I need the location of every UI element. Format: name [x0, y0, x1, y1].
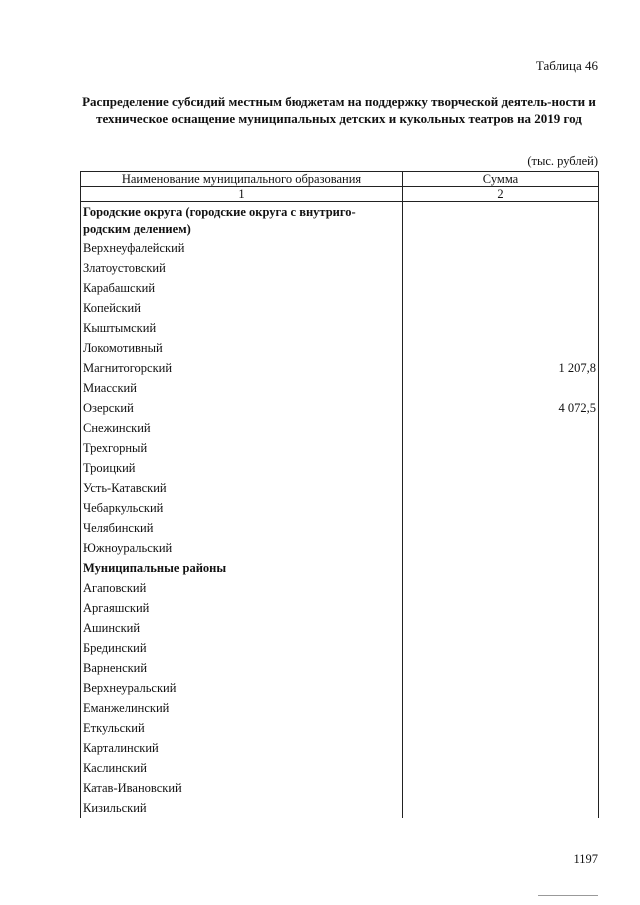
subsidy-amount: [403, 578, 599, 598]
page-number: 1197: [573, 852, 598, 866]
group-row: [81, 558, 599, 578]
table-row: [81, 378, 599, 398]
subsidy-amount: [403, 778, 599, 798]
municipality-name: Верхнеуральский: [81, 678, 403, 698]
table-row: [81, 318, 599, 338]
table-row: [81, 338, 599, 358]
municipality-name: Миасский: [81, 378, 403, 398]
subsidy-amount: [403, 538, 599, 558]
municipality-name: Карталинский: [81, 738, 403, 758]
subsidy-amount: [403, 678, 599, 698]
municipality-name: Челябинский: [81, 518, 403, 538]
table-row: [81, 718, 599, 738]
subsidy-amount: [403, 638, 599, 658]
municipality-name: Карабашский: [81, 278, 403, 298]
table-row: [81, 798, 599, 818]
municipality-name: Кизильский: [81, 798, 403, 818]
subsidy-amount: 4 072,5: [403, 398, 599, 418]
municipality-name: Чебаркульский: [81, 498, 403, 518]
subsidy-amount: [403, 298, 599, 318]
municipality-name: Верхнеуфалейский: [81, 238, 403, 258]
municipality-name: Снежинский: [81, 418, 403, 438]
municipality-name: Катав-Ивановский: [81, 778, 403, 798]
column-number-2: 2: [403, 187, 599, 202]
table-row: [81, 238, 599, 258]
subsidy-amount: [403, 698, 599, 718]
column-number-row: [81, 187, 599, 202]
units-label: (тыс. рублей): [527, 154, 598, 168]
table-row: [81, 518, 599, 538]
group-heading-urban: Городские округа (городские округа с внутриго-родским делением): [81, 202, 403, 239]
municipality-name: Локомотивный: [81, 338, 403, 358]
table-row: [81, 678, 599, 698]
subsidy-amount: 1 207,8: [403, 358, 599, 378]
subsidy-amount: [403, 438, 599, 458]
subsidy-amount: [403, 758, 599, 778]
subsidy-amount: [403, 658, 599, 678]
municipality-name: Троицкий: [81, 458, 403, 478]
municipality-name: Озерский: [81, 398, 403, 418]
group-row-urban: [81, 202, 599, 239]
subsidy-amount: [403, 338, 599, 358]
municipality-name: Каслинский: [81, 758, 403, 778]
table-row: [81, 498, 599, 518]
table-row: [81, 538, 599, 558]
table-body: [81, 202, 599, 819]
subsidy-amount: [403, 378, 599, 398]
subsidy-amount: [403, 458, 599, 478]
municipality-name: Варненский: [81, 658, 403, 678]
table-row: [81, 398, 599, 418]
subsidy-amount: [403, 738, 599, 758]
municipality-name: Копейский: [81, 298, 403, 318]
municipality-name: Еманжелинский: [81, 698, 403, 718]
subsidy-amount: [403, 478, 599, 498]
municipality-name: Брединский: [81, 638, 403, 658]
subsidy-table: [80, 171, 599, 818]
table-row: [81, 618, 599, 638]
group-value: [403, 558, 599, 578]
table-row: [81, 358, 599, 378]
table-row: [81, 298, 599, 318]
table-row: [81, 778, 599, 798]
group-heading: Муниципальные районы: [81, 558, 403, 578]
table-row: [81, 758, 599, 778]
subsidy-amount: [403, 318, 599, 338]
subsidy-amount: [403, 258, 599, 278]
column-number-1: 1: [81, 187, 403, 202]
table-row: [81, 478, 599, 498]
table-header-row: [81, 172, 599, 187]
municipality-name: Трехгорный: [81, 438, 403, 458]
subsidy-amount: [403, 498, 599, 518]
municipality-name: Магнитогорский: [81, 358, 403, 378]
table-row: [81, 738, 599, 758]
subsidy-amount: [403, 518, 599, 538]
table-row: [81, 638, 599, 658]
document-title: Распределение субсидий местным бюджетам на поддержку творческой деятель-ности и техническое оснащение муниципальных детских и кукольных театров на 2019 год: [82, 94, 596, 126]
table-row: [81, 438, 599, 458]
column-header-name: Наименование муниципального образования: [81, 172, 403, 187]
municipality-name: Аргаяшский: [81, 598, 403, 618]
table-row: [81, 278, 599, 298]
table-number: Таблица 46: [535, 58, 598, 73]
table-row: [81, 598, 599, 618]
table-row: [81, 458, 599, 478]
municipality-name: Южноуральский: [81, 538, 403, 558]
table-row: [81, 698, 599, 718]
table-row: [81, 578, 599, 598]
subsidy-amount: [403, 798, 599, 818]
subsidy-amount: [403, 278, 599, 298]
table-row: [81, 658, 599, 678]
table-row: [81, 258, 599, 278]
municipality-name: Усть-Катавский: [81, 478, 403, 498]
municipality-name: Еткульский: [81, 718, 403, 738]
group-value-urban: [403, 202, 599, 239]
subsidy-amount: [403, 598, 599, 618]
column-header-sum: Сумма: [403, 172, 599, 187]
table-row: [81, 418, 599, 438]
municipality-name: Златоустовский: [81, 258, 403, 278]
subsidy-amount: [403, 718, 599, 738]
subsidy-amount: [403, 618, 599, 638]
municipality-name: Агаповский: [81, 578, 403, 598]
municipality-name: Кыштымский: [81, 318, 403, 338]
footer-divider: [538, 895, 598, 896]
subsidy-amount: [403, 238, 599, 258]
municipality-name: Ашинский: [81, 618, 403, 638]
subsidy-amount: [403, 418, 599, 438]
